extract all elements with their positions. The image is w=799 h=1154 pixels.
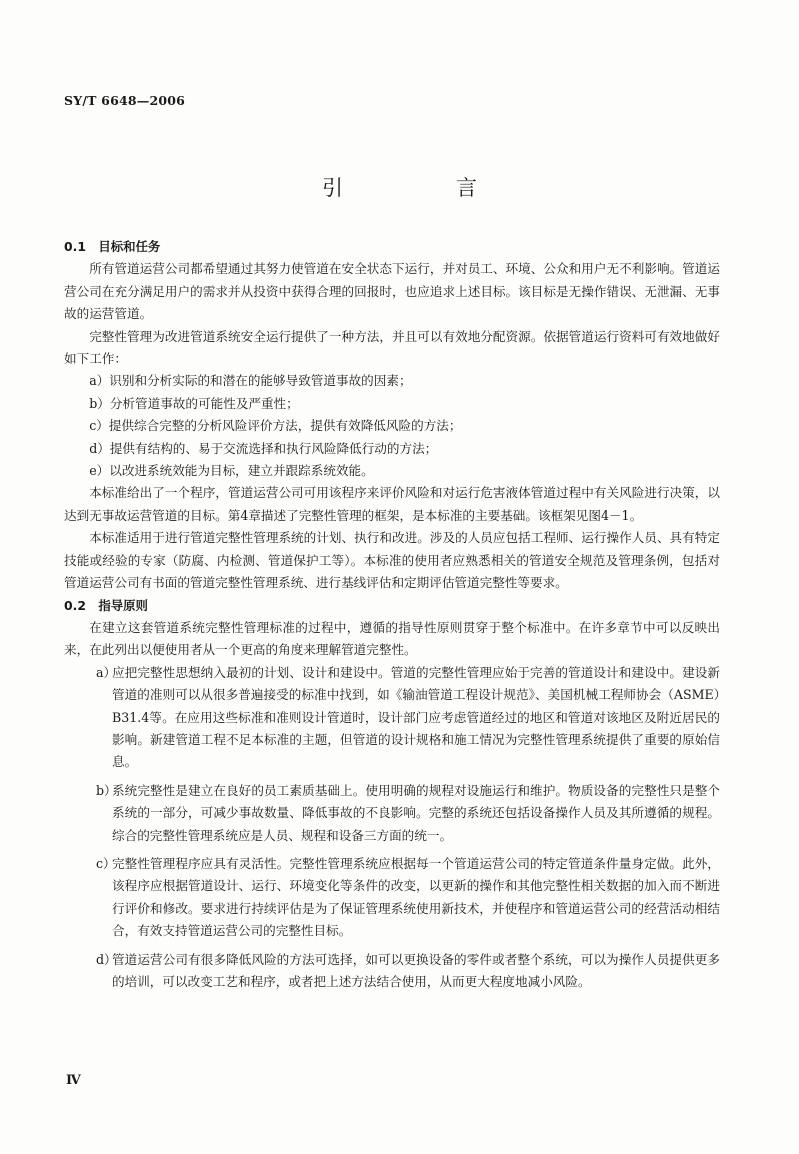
paragraph: 本标准适用于进行管道完整性管理系统的计划、执行和改进。涉及的人员应包括工程师、运行操作人员、具有特定技能或经验的专家（防腐、内检测、管道保护工等）。本标准的使用者应熟悉相关的管道安全规范及管理条例，包括对管道运营公司有书面的管道完整性管理系统、进行基线评估和定期评估管道完整性等要求。 [64,530,720,591]
page-title: 引 言 [322,176,523,200]
principle-item-b [64,780,720,847]
principle-item-d [64,949,720,994]
list-item: b）分析管道事故的可能性及严重性； [89,395,299,411]
list-marker: d） [96,951,117,967]
list-marker: c） [96,855,116,871]
list-marker: a） [96,664,117,680]
principle-item-c [64,853,720,943]
paragraph: 所有管道运营公司都希望通过其努力使管道在安全状态下运行，并对员工、环境、公众和用户无不利影响。管道运营公司在充分满足用户的需求并从投资中获得合理的回报时，也应追求上述目标。该目标是无操作错误、无泄漏、无事故的运营管道。 [64,261,720,322]
section-heading-0-2: 0.2 指导原则 [64,597,148,613]
list-item-text: 应把完整性思想纳入最初的计划、设计和建设中。管道的完整性管理应始于完善的管道设计和建设中。建设新管道的准则可以从很多普遍接受的标准中找到，如《输油管道工程设计规范》、美国机械工程师协会（ASME）B31.4等。在应用这些标准和准则设计管道时，设计部门应考虑管道经过的地区和管道对该地区及附近居民的影响。新建管道工程不足本标准的主题，但管道的设计规格和施工情况为完整性管理系统提供了重要的原始信息。 [112,664,720,770]
principle-item-a [64,662,720,774]
paragraph: 完整性管理为改进管道系统安全运行提供了一种方法，并且可以有效地分配资源。依据管道运行资料可有效地做好如下工作： [64,328,720,367]
list-item: e）以改进系统效能为目标，建立并跟踪系统效能。 [89,463,374,479]
list-item-text: 管道运营公司有很多降低风险的方法可选择，如可以更换设备的零件或者整个系统，可以为操作人员提供更多的培训，可以改变工艺和程序，或者把上述方法结合使用，从而更大程度地减小风险。 [112,951,720,989]
list-item: d）提供有结构的、易于交流选择和执行风险降低行动的方法； [89,440,438,456]
list-item: a）识别和分析实际的和潜在的能够导致管道事故的因素； [89,373,412,389]
list-marker: b） [96,782,117,798]
list-item: c）提供综合完整的分析风险评价方法，提供有效降低风险的方法； [89,418,462,434]
page-number: Ⅳ [66,1073,81,1088]
paragraph: 本标准给出了一个程序，管道运营公司可用该程序来评价风险和对运行危害液体管道过程中有关风险进行决策，以达到无事故运营管道的目标。第4章描述了完整性管理的框架，是本标准的主要基础。该框架见图4－1。 [64,485,720,523]
standard-code: SY/T 6648—2006 [64,93,186,108]
list-item-text: 系统完整性是建立在良好的员工素质基础上。使用明确的规程对设施运行和维护。物质设备的完整性只是整个系统的一部分，可减少事故数量、降低事故的不良影响。完整的系统还包括设备操作人员及其所遵循的规程。综合的完整性管理系统应是人员、规程和设备三方面的统一。 [112,782,720,843]
document-body [64,236,720,993]
list-item-text: 完整性管理程序应具有灵活性。完整性管理系统应根据每一个管道运营公司的特定管道条件量身定做。此外，该程序应根据管道设计、运行、环境变化等条件的改变，以更新的操作和其他完整性相关数据的加入而不断进行评价和修改。要求进行持续评估是为了保证管理系统使用新技术，并使程序和管道运营公司的经营活动相结合，有效支持管道运营公司的完整性目标。 [112,855,720,939]
paragraph: 在建立这套管道系统完整性管理标准的过程中，遵循的指导性原则贯穿于整个标准中。在许多章节中可以反映出来，在此列出以便使用者从一个更高的角度来理解管道完整性。 [64,619,720,658]
section-heading-0-1: 0.1 目标和任务 [64,239,161,254]
